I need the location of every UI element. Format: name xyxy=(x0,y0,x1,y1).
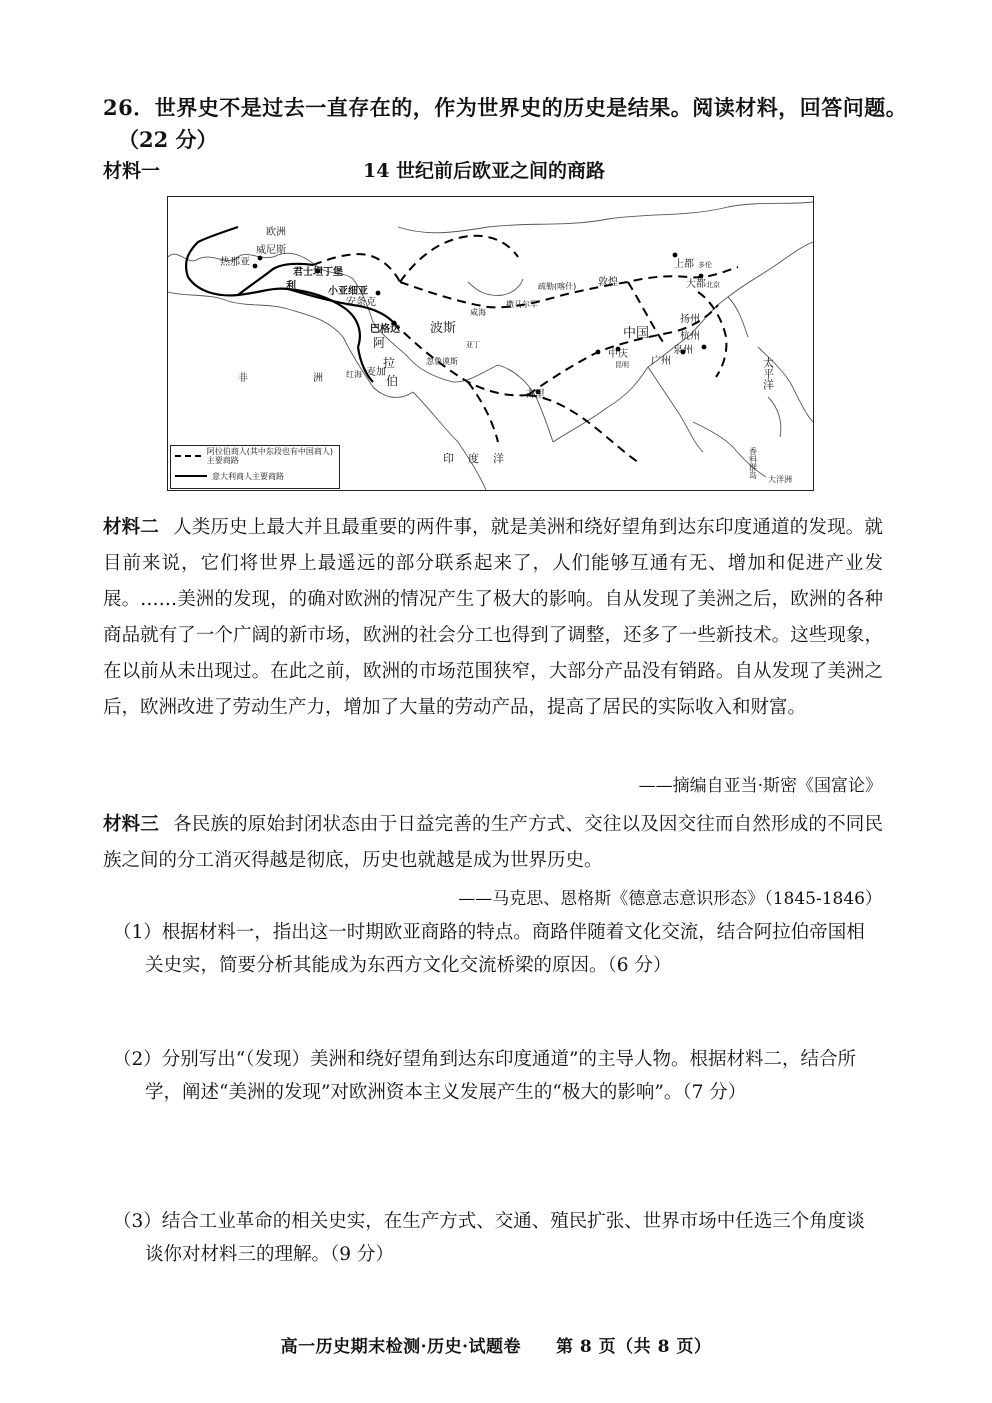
label-redsea: 红海 xyxy=(346,370,362,379)
material3-text: 各民族的原始封闭状态由于日益完善的生产方式、交往以及因交往而自然形成的不同民族之间的分工消灭得越是彻底，历史也就越是成为世界历史。 xyxy=(103,814,883,871)
label-genoa: 热那亚 xyxy=(220,257,250,268)
label-asia-minor: 小亚细亚 xyxy=(328,286,368,297)
label-hormuz: 忽鲁谟斯 xyxy=(426,357,458,366)
label-dadu: 大都 xyxy=(686,279,706,290)
page-footer: 高一历史期末检测·历史·试题卷 第 8 页（共 8 页） xyxy=(280,1337,712,1357)
label-arabia-la: 拉 xyxy=(383,356,396,370)
material2 xyxy=(103,510,883,726)
label-spice-islands: 香料群岛 xyxy=(748,447,758,479)
label-yangzhou: 扬州 xyxy=(680,314,700,325)
material2-label: 材料二 xyxy=(103,517,160,538)
legend-dashed-line-icon xyxy=(175,453,202,459)
label-constantinople: 君士坦丁堡 xyxy=(293,267,343,278)
subquestion-1 xyxy=(113,916,883,982)
label-aden: 亚丁 xyxy=(466,341,480,349)
label-pacific: 太平洋 xyxy=(761,357,775,390)
legend-solid-line-icon xyxy=(175,473,207,479)
subquestion-1-text: （1）根据材料一，指出这一时期欧亚商路的特点。商路伴随着文化交流，结合阿拉伯帝国相关史实，简要分析其能成为东西方文化交流桥梁的原因。（6 分） xyxy=(113,922,865,976)
label-china: 中国 xyxy=(623,326,650,341)
label-europe: 欧洲 xyxy=(266,227,286,238)
label-samarkand: 撒马尔罕 xyxy=(506,300,538,309)
label-quanzhou: 泉州 xyxy=(673,345,693,356)
label-kunming: 昆明 xyxy=(615,361,629,369)
label-oceania: 大洋洲 xyxy=(768,475,792,484)
map-legend xyxy=(170,445,340,489)
subquestion-3-text: （3）结合工业革命的相关史实，在生产方式、交通、殖民扩张、世界市场中任选三个角度谈谈你对材料三的理解。（9 分） xyxy=(113,1211,865,1265)
legend-label-italian: 意大利商人主要商路 xyxy=(212,471,284,481)
material1-label: 材料一 xyxy=(103,160,161,182)
label-kashgar: 疏勒(喀什) xyxy=(538,282,577,291)
label-venice: 威尼斯 xyxy=(256,245,286,256)
label-arabia-bo: 伯 xyxy=(386,374,399,388)
label-beijing: 北京 xyxy=(706,281,720,289)
material2-source: ——摘编自亚当·斯密《国富论》 xyxy=(638,776,882,796)
label-africa-zhou: 洲 xyxy=(313,373,323,384)
label-persia: 波斯 xyxy=(430,321,457,336)
subquestion-3 xyxy=(113,1205,883,1271)
label-arabia-a: 阿 xyxy=(373,336,386,350)
label-dunhuang: 敦煌 xyxy=(598,277,618,288)
legend-row-italian xyxy=(171,466,339,486)
map-title: 14 世纪前后欧亚之间的商路 xyxy=(363,160,606,182)
label-italy: 利 xyxy=(286,281,296,292)
label-baghdad: 巴格达 xyxy=(370,324,400,335)
label-indian-ocean: 印度洋 xyxy=(443,452,518,465)
label-hangzhou: 杭州 xyxy=(680,331,700,342)
label-guangzhou: 广州 xyxy=(651,356,671,367)
label-shangdu: 上都 xyxy=(674,259,694,270)
label-mecca: 麦加 xyxy=(366,367,386,378)
trade-route-map xyxy=(167,196,814,491)
label-chongqing: 中庆 xyxy=(608,349,628,360)
material3-source: ——马克思、恩格斯《德意志意识形态》（1845-1846） xyxy=(458,889,882,909)
label-aral: 咸海 xyxy=(470,308,486,317)
label-antioch: 安条克 xyxy=(346,297,376,308)
label-duolun: 多伦 xyxy=(698,261,712,269)
legend-row-arab xyxy=(171,446,339,466)
question-score: （22 分） xyxy=(118,127,218,152)
label-calicut: 古里 xyxy=(525,389,545,400)
subquestion-2 xyxy=(113,1043,883,1109)
material3 xyxy=(103,807,883,879)
legend-label-arab: 阿拉伯商人(其中东段也有中国商人)主要商路 xyxy=(206,447,333,465)
label-africa-fei: 非 xyxy=(238,373,248,384)
material2-text: 人类历史上最大并且最重要的两件事，就是美洲和绕好望角到达东印度通道的发现。就目前来说，它们将世界上最遥远的部分联系起来了，人们能够互通有无、增加和促进产业发展。……美洲的发现，的确对欧洲的情况产生了极大的影响。自从发现了美洲之后，欧洲的各种商品就有了一个广阔的新市场，欧洲的社会分工也得到了调整，还多了一些新技术。这些现象，在以前从未出现过。在此之前，欧洲的市场范围狭窄，大部分产品没有销路。自从发现了美洲之后，欧洲改进了劳动生产力，增加了大量的劳动产品，提高了居民的实际收入和财富。 xyxy=(103,517,883,718)
material3-label: 材料三 xyxy=(103,814,160,835)
subquestion-2-text: （2）分别写出“（发现）美洲和绕好望角到达东印度通道”的主导人物。根据材料二，结合所学，阐述“美洲的发现”对欧洲资本主义发展产生的“极大的影响”。（7 分） xyxy=(113,1049,856,1103)
question-title: 26．世界史不是过去一直存在的，作为世界史的历史是结果。阅读材料，回答问题。 xyxy=(103,95,908,120)
